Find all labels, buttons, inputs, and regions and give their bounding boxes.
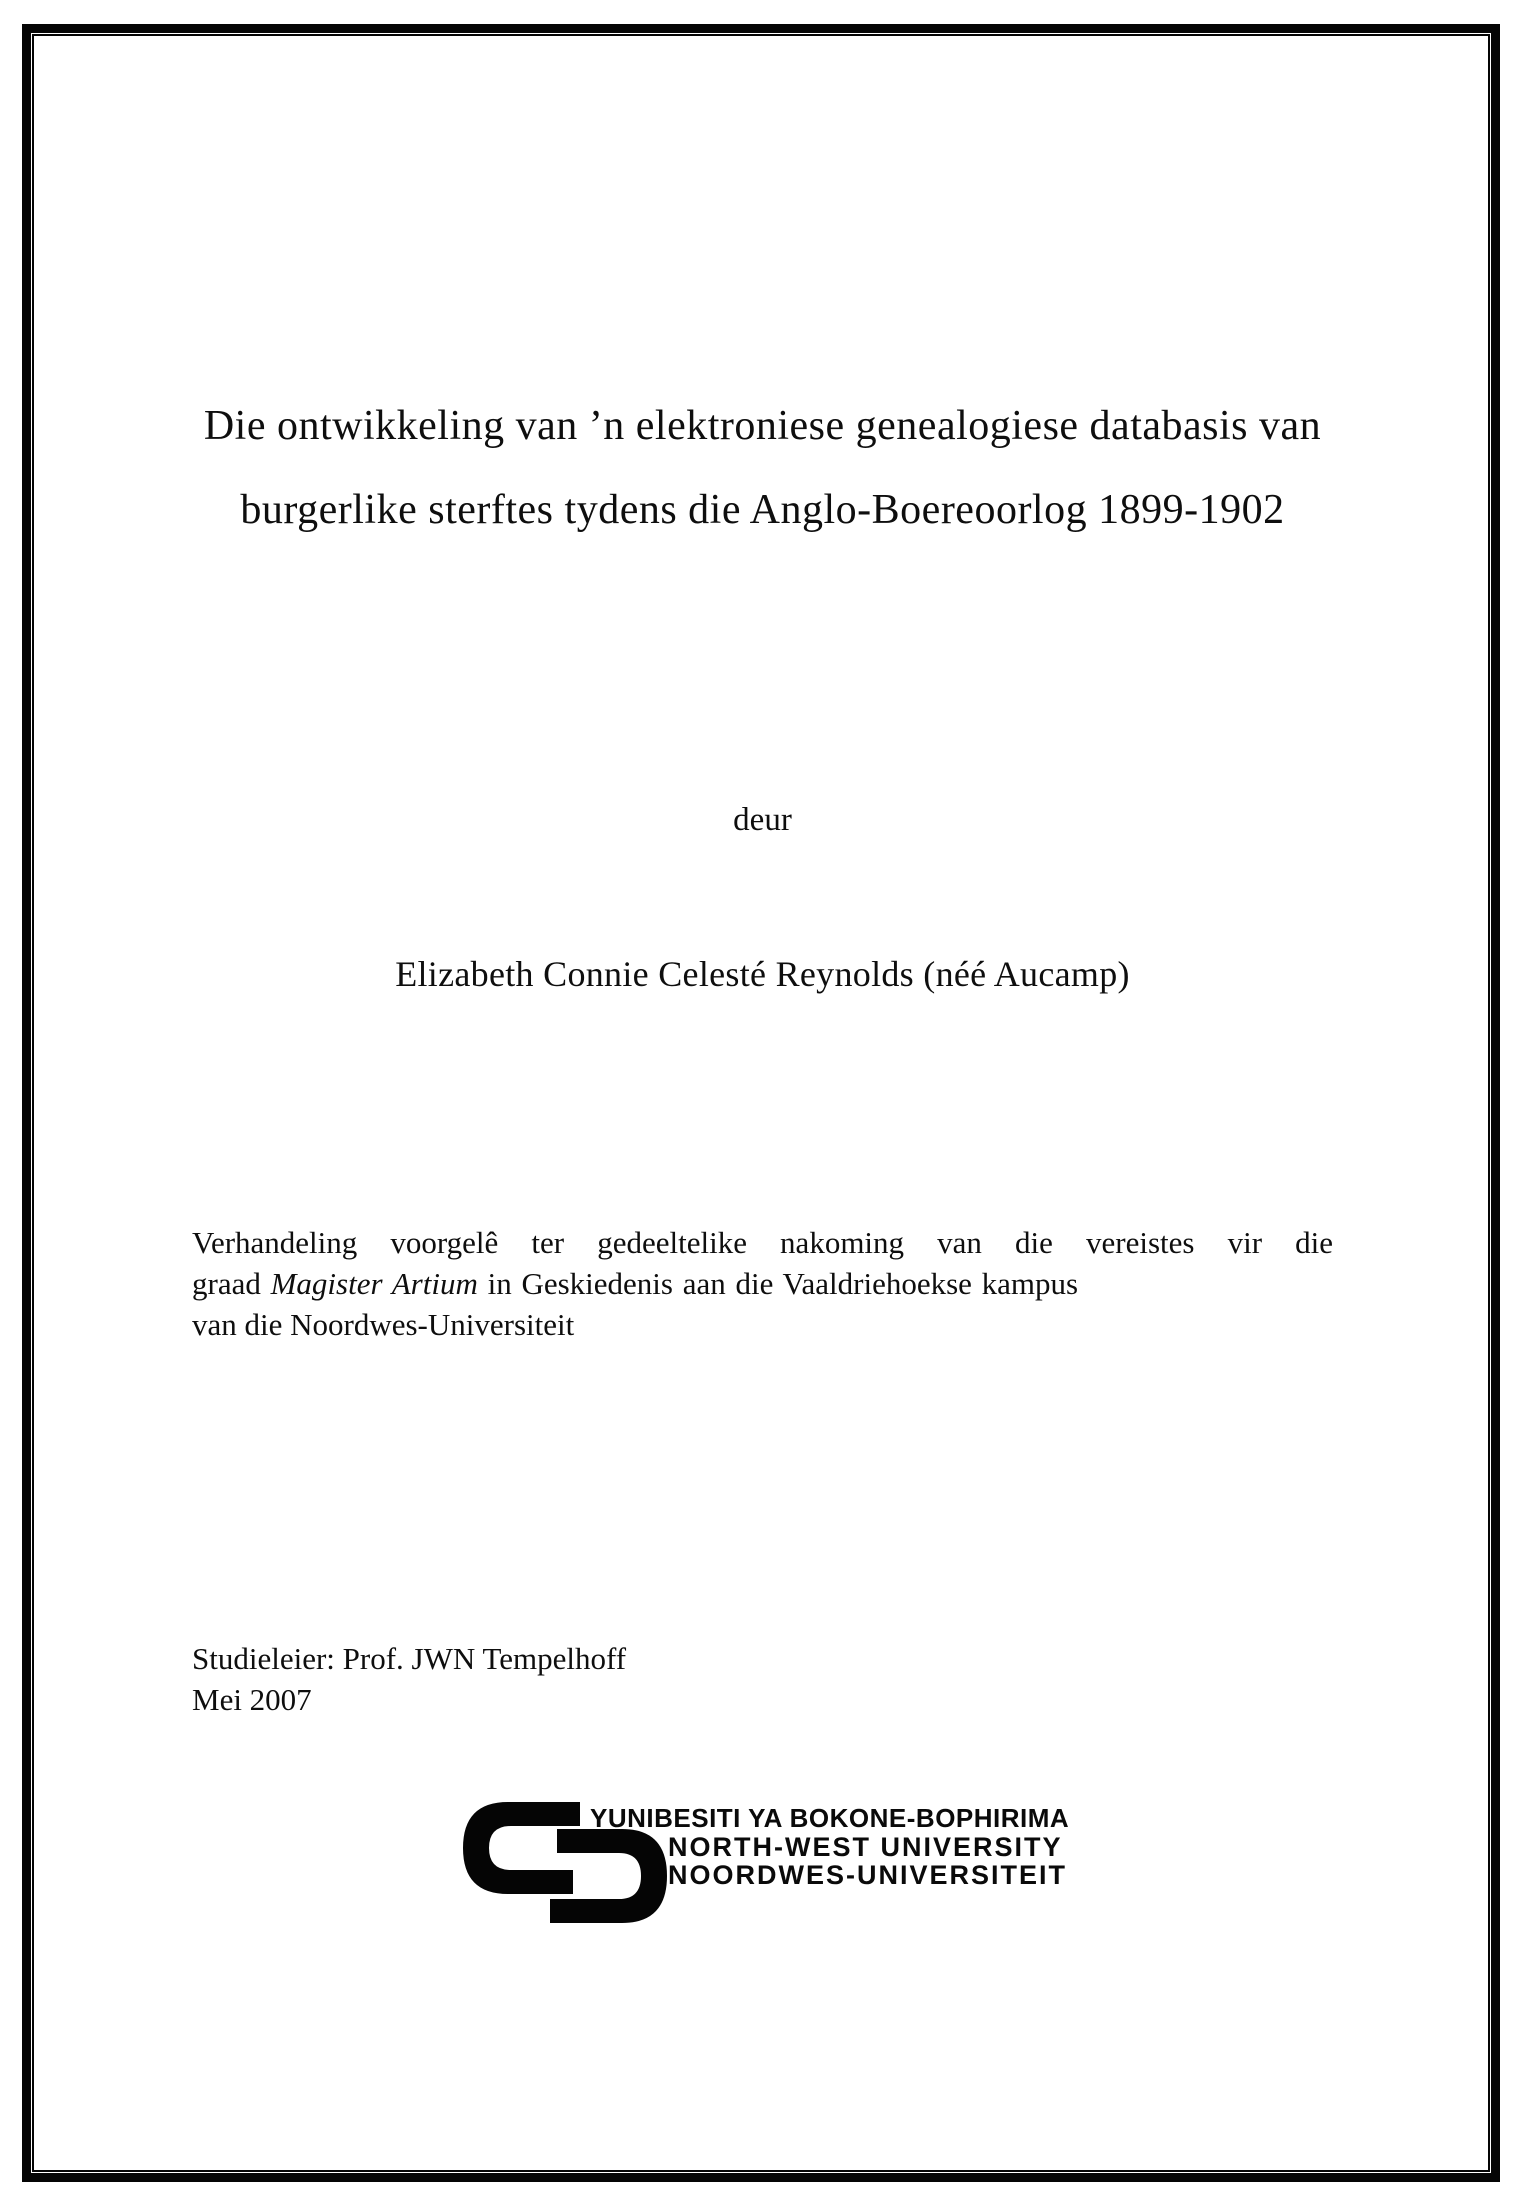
- degree-statement-line-2: [192, 1263, 1333, 1304]
- author-name: Elizabeth Connie Celesté Reynolds (néé Aucamp): [395, 954, 1130, 994]
- logo-text-afrikaans: NOORDWES-UNIVERSITEIT: [668, 1860, 1068, 1890]
- university-logo: [463, 1800, 1103, 1935]
- date-line: Mei 2007: [192, 1682, 312, 1717]
- thesis-title: [192, 384, 1333, 552]
- supervisor-block: [192, 1638, 1333, 1720]
- supervisor-line: Studieleier: Prof. JWN Tempelhoff: [192, 1641, 627, 1676]
- degree-statement-line-1: Verhandeling voorgelê ter gedeeltelike nakoming van die vereistes vir die: [192, 1225, 1333, 1260]
- logo-text-english: NORTH-WEST UNIVERSITY: [668, 1832, 1063, 1862]
- university-logo-text: [590, 1804, 1069, 1889]
- degree-statement-line-3: van die Noordwes-Universiteit: [192, 1307, 575, 1342]
- thesis-title-line-1: Die ontwikkeling van ’n elektroniese genealogiese databasis van: [203, 403, 1322, 449]
- degree-statement-line-2-prefix: graad: [192, 1266, 271, 1301]
- byline: deur: [733, 802, 792, 838]
- degree-statement: [192, 1222, 1333, 1345]
- logo-text-setswana: YUNIBESITI YA BOKONE-BOPHIRIMA: [590, 1803, 1070, 1833]
- thesis-title-line-2: burgerlike sterftes tydens die Anglo-Boereoorlog 1899-1902: [240, 487, 1285, 533]
- degree-name-italic: Magister Artium: [270, 1266, 478, 1301]
- degree-statement-line-2-suffix: in Geskiedenis aan die Vaaldriehoekse kampus: [477, 1266, 1079, 1301]
